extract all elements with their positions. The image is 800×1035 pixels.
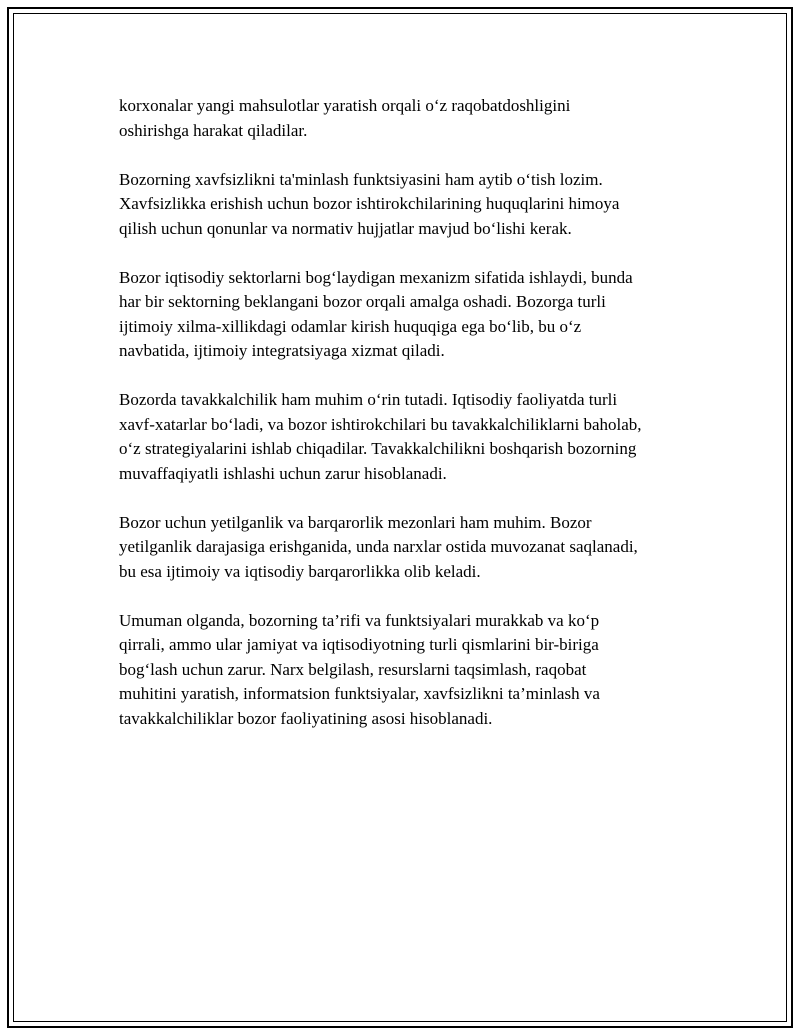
paragraph-3: [119, 266, 699, 364]
paragraph-line: muhitini yaratish, informatsion funktsiyalar, xavfsizlikni ta’minlash va: [119, 684, 600, 703]
paragraph-line: muvaffaqiyatli ishlashi uchun zarur hisoblanadi.: [119, 463, 447, 483]
paragraph-2: [119, 168, 699, 242]
paragraph-line: Bozorning xavfsizlikni ta'minlash funktsiyasini ham aytib oʻtish lozim.: [119, 169, 603, 189]
paragraph-line: yetilganlik darajasiga erishganida, unda narxlar ostida muvozanat saqlanadi,: [119, 537, 638, 556]
paragraph-line: Umuman olganda, bozorning ta’rifi va funktsiyalari murakkab va koʻp: [119, 610, 600, 630]
paragraph-line: ijtimoiy xilma-xillikdagi odamlar kirish huquqiga ega boʻlib, bu oʻz: [119, 316, 582, 336]
paragraph-line: navbatida, ijtimoiy integratsiyaga xizmat qiladi.: [119, 341, 445, 360]
paragraph-line: bu esa ijtimoiy va iqtisodiy barqarorlikka olib keladi.: [119, 561, 481, 581]
paragraph-line: tavakkalchiliklar bozor faoliyatining asosi hisoblanadi.: [119, 708, 493, 728]
paragraph-line: har bir sektorning beklangani bozor orqali amalga oshadi. Bozorga turli: [119, 292, 606, 311]
paragraph-line: Xavfsizlikka erishish uchun bozor ishtirokchilarining huquqlarini himoya: [119, 194, 620, 213]
paragraph-line: bogʻlash uchun zarur. Narx belgilash, resurslarni taqsimlash, raqobat: [119, 659, 587, 679]
paragraph-4: [119, 388, 699, 486]
paragraph-line: Bozor iqtisodiy sektorlarni bogʻlaydigan mexanizm sifatida ishlaydi, bunda: [119, 267, 633, 287]
paragraph-1: [119, 94, 699, 143]
paragraph-line: xavf-xatarlar boʻladi, va bozor ishtirokchilari bu tavakkalchiliklarni baholab,: [119, 414, 642, 434]
paragraph-5: [119, 511, 699, 585]
document-body: [119, 94, 699, 756]
paragraph-6: [119, 609, 699, 732]
paragraph-line: oshirishga harakat qiladilar.: [119, 120, 308, 140]
paragraph-line: qirrali, ammo ular jamiyat va iqtisodiyotning turli qismlarini bir-biriga: [119, 635, 599, 654]
paragraph-line: Bozor uchun yetilganlik va barqarorlik mezonlari ham muhim. Bozor: [119, 512, 592, 532]
paragraph-line: korxonalar yangi mahsulotlar yaratish orqali oʻz raqobatdoshligini: [119, 96, 571, 115]
paragraph-line: Bozorda tavakkalchilik ham muhim oʻrin tutadi. Iqtisodiy faoliyatda turli: [119, 390, 618, 409]
paragraph-line: oʻz strategiyalarini ishlab chiqadilar. Tavakkalchilikni boshqarish bozorning: [119, 439, 637, 458]
paragraph-line: qilish uchun qonunlar va normativ hujjatlar mavjud boʻlishi kerak.: [119, 218, 572, 238]
